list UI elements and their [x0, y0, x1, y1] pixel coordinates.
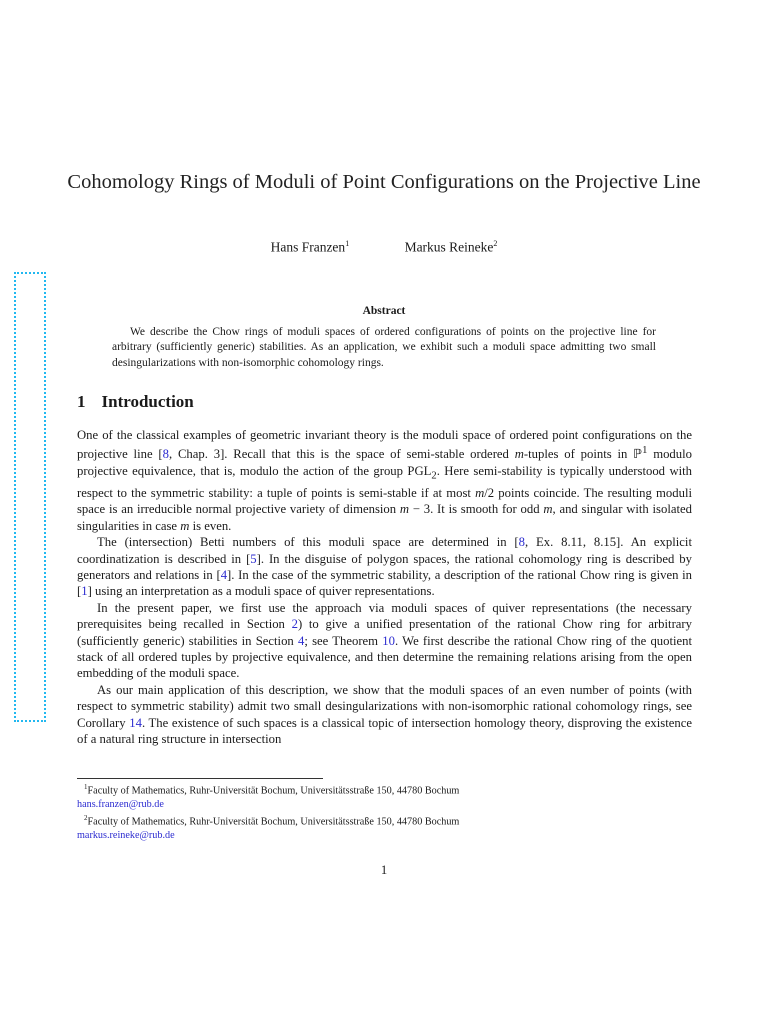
body-text	[77, 427, 692, 747]
abstract-heading: Abstract	[362, 305, 406, 317]
paragraph: In the present paper, we first use the approach via moduli spaces of quiver representations (the necessary prerequisites being recalled in Section 2) to give a unified presentation of the rational Chow ring for arbitrary (sufficiently generic) stabilities in Section 4; see Theorem 10. We first describe the rational Chow ring of the quotient stack of all ordered tuples by projective equivalence, and then determine the remaining relations arising from the open embedding of the moduli space.	[77, 600, 693, 681]
citation-link[interactable]: 8	[518, 535, 525, 550]
citation-link[interactable]: 8	[162, 447, 169, 462]
author-footnote-mark: 2	[493, 239, 498, 248]
author-footnote-mark: 1	[345, 239, 350, 248]
section-title: Introduction	[101, 392, 194, 411]
citation-link[interactable]: 5	[250, 551, 257, 566]
theorem-link[interactable]: 10	[382, 633, 395, 648]
footnote-mark: 2	[84, 813, 88, 822]
author-2	[405, 239, 498, 256]
footnote-mark: 1	[84, 783, 88, 791]
page-number: 1	[380, 863, 388, 877]
section-heading	[77, 392, 194, 412]
section-link[interactable]: 2	[291, 617, 298, 632]
margin-selection-box	[14, 272, 46, 722]
author-1	[271, 239, 350, 256]
abstract-text: We describe the Chow rings of moduli spaces of ordered configurations of points on the projective line for arbitrary (sufficiently generic) stabilities. As an application, we exhibit such a moduli space admitting two small desingularizations with non-isomorphic cohomology rings.	[112, 326, 656, 369]
paragraph: As our main application of this description, we show that the moduli spaces of an even number of points (with respect to symmetric stability) admit two small desingularizations with non-isomorphic rational cohomology rings, see Corollary 14. The existence of such spaces is a classical topic of intersection homology theory, disproving the existence of a natural ring structure in intersection	[77, 682, 692, 747]
author-name: Hans Franzen	[270, 239, 346, 255]
corollary-link[interactable]: 14	[129, 715, 142, 730]
section-link[interactable]: 4	[297, 633, 305, 648]
footnote-affiliation: $^2$Faculty of Mathematics, Ruhr-Universität Bochum, Universitätsstraße 150, 44780 Bochum	[84, 813, 460, 827]
footnotes	[77, 781, 692, 842]
email-link[interactable]: hans.franzen@rub.de	[77, 798, 164, 810]
citation-link[interactable]: 4	[220, 568, 228, 583]
author-list	[60, 239, 708, 256]
email-link[interactable]: markus.reineke@rub.de	[77, 829, 175, 841]
paragraph: One of the classical examples of geometric invariant theory is the moduli space of ordered point configurations on the projective line [8, Chap. 3]. Recall that this is the space of semi-stable ordered m-tuples of points in ℙ$^1$ modulo projective equivalence, that is, modulo the action of the group $PGL_2$. Here semi-stability is typically understood with respect to the symmetric stability: a tuple of points is semi-stable if at most m/2 points coincide. The resulting moduli space is an irreducible normal projective variety of dimension m − 3. It is smooth for odd m, and singular with isolated singularities in case m is even.	[77, 428, 693, 533]
citation-link[interactable]: 1	[81, 584, 88, 599]
paragraph: The (intersection) Betti numbers of this moduli space are determined in [8, Ex. 8.11, 8.15]. An explicit coordinatization is described in [5]. In the disguise of polygon spaces, the rational cohomology ring is described by generators and relations in [4]. In the case of the symmetric stability, a description of the rational Chow ring is given in [1] using an interpretation as a moduli space of quiver representations.	[77, 535, 692, 599]
section-number: 1	[77, 392, 86, 411]
footnote-rule	[77, 778, 323, 779]
footnote-affiliation: $^1$Faculty of Mathematics, Ruhr-Universität Bochum, Universitätsstraße 150, 44780 Bochum	[84, 783, 460, 797]
paper-title: Cohomology Rings of Moduli of Point Configurations on the Projective Line	[67, 171, 701, 193]
author-name: Markus Reineke	[404, 239, 494, 255]
